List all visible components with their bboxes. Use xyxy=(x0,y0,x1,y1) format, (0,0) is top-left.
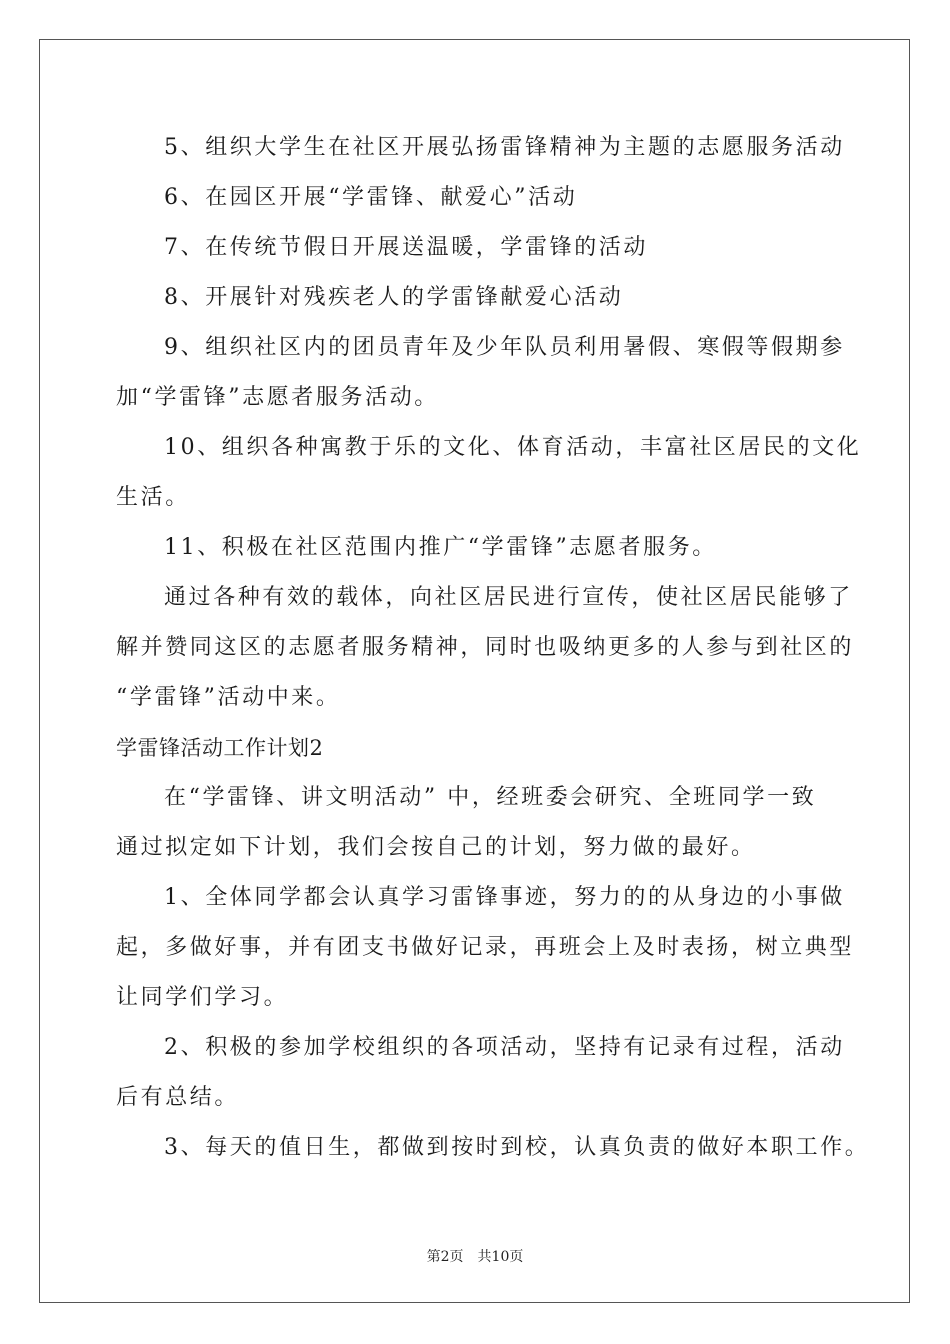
paragraph-line: 3、每天的值日生，都做到按时到校，认真负责的做好本职工作。 xyxy=(164,1135,870,1160)
paragraph-line: 7、在传统节假日开展送温暖，学雷锋的活动 xyxy=(164,235,648,260)
paragraph-line: 8、开展针对残疾老人的学雷锋献爱心活动 xyxy=(164,285,624,310)
paragraph-line: 2、积极的参加学校组织的各项活动，坚持有记录有过程，活动 xyxy=(164,1035,845,1060)
paragraph-line: “学雷锋”活动中来。 xyxy=(116,685,341,710)
document-body xyxy=(116,129,870,1179)
paragraph-line: 9、组织社区内的团员青年及少年队员利用暑假、寒假等假期参 xyxy=(164,335,845,360)
paragraph-line: 1、全体同学都会认真学习雷锋事迹，努力的的从身边的小事做 xyxy=(164,885,845,910)
paragraph-line: 生活。 xyxy=(116,485,190,510)
paragraph-line: 后有总结。 xyxy=(116,1085,240,1110)
paragraph-line: 5、组织大学生在社区开展弘扬雷锋精神为主题的志愿服务活动 xyxy=(164,135,845,160)
paragraph-line: 让同学们学习。 xyxy=(116,985,289,1010)
paragraph-line: 11、积极在社区范围内推广“学雷锋”志愿者服务。 xyxy=(164,535,717,560)
paragraph-line: 6、在园区开展“学雷锋、献爱心”活动 xyxy=(164,185,578,210)
paragraph-line: 起，多做好事，并有团支书做好记录，再班会上及时表扬，树立典型 xyxy=(116,935,855,960)
paragraph-line: 通过各种有效的载体，向社区居民进行宣传，使社区居民能够了 xyxy=(164,585,853,610)
page-number-footer: 第2页 共10页 xyxy=(426,1249,524,1265)
paragraph-line: 解并赞同这区的志愿者服务精神，同时也吸纳更多的人参与到社区的 xyxy=(116,635,855,660)
section-heading: 学雷锋活动工作计划2 xyxy=(116,736,324,760)
paragraph-line: 在“学雷锋、讲文明活动” 中，经班委会研究、全班同学一致 xyxy=(164,785,817,810)
paragraph-line: 通过拟定如下计划，我们会按自己的计划，努力做的最好。 xyxy=(116,835,756,860)
paragraph-line: 10、组织各种寓教于乐的文化、体育活动，丰富社区居民的文化 xyxy=(164,435,862,460)
paragraph-line: 加“学雷锋”志愿者服务活动。 xyxy=(116,385,439,410)
